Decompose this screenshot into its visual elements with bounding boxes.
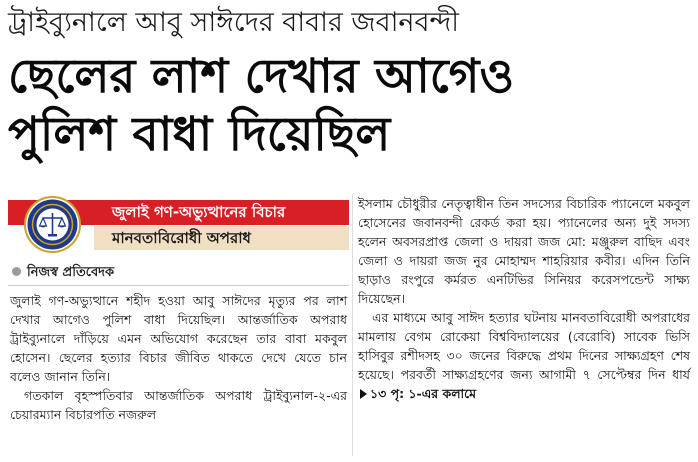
paragraph: ইসলাম চৌধুরীর নেতৃত্বাধীন তিন সদস্যের বিচারিক প্যানেলে মকবুল হোসেনের জবানবন্দী রেকর্ড করা হয়। প্যানেলের অন্য দুই সদস্য হলেন অবসরপ্রাপ্ত জেলা ও দায়রা জজ মো: মঞ্জুরুল বাছিদ এবং জেলা ও দায়রা জজ নুর মোহাম্মদ শাহরিয়ার কবীর। এদিন তিনি ছাড়াও রংপুরে কর্মরত এনটিভির সিনিয়র করেসপন্ডেন্ট সাক্ষ্য দিয়েছেন। (358, 196, 690, 306)
paragraph: গতকাল বৃহস্পতিবার আন্তর্জাতিক অপরাধ ট্রাইব্যুনাল-২-এর চেয়ারম্যান বিচারপতি নজরুল (10, 388, 347, 422)
banner-top-label: জুলাই গণ-অভ্যুত্থানের বিচার (112, 203, 286, 221)
article-column-right (358, 194, 690, 403)
column-divider (352, 194, 353, 456)
byline-divider (8, 285, 349, 286)
paragraph-text: এর মাধ্যমে আবু সাঈদ হত্যার ঘটনায় মানবতাবিরোধী অপরাধের মামলায় বেগম রোকেয়া বিশ্ববিদ্যালয়ের (বেরোবি) সাবেক ভিসি হাসিবুর রশীদসহ ৩০ জনের বিরুদ্ধে প্রথম দিনের সাক্ষ্যগ্রহণ শেষ হয়েছে। পরবর্তী সাক্ষ্যগ্রহণের জন্য আগামী ৭ সেপ্টেম্বর দিন ধার্য (358, 310, 690, 382)
section-banner (8, 196, 349, 253)
headline-line-2: পুলিশ বাধা দিয়েছিল (8, 107, 391, 162)
article-column-left (10, 291, 347, 424)
byline (12, 264, 114, 282)
headline-line-1: ছেলের লাশ দেখার আগেও (8, 49, 515, 104)
continuation-text: ১৩ পৃ: ১-এর কলামে (370, 386, 477, 401)
tribunal-seal-icon (24, 196, 81, 253)
main-headline (8, 48, 692, 164)
banner-bottom-label: মানবতাবিরোধী অপরাধ (112, 229, 251, 247)
arrow-right-icon (360, 389, 367, 399)
kicker-headline: ট্রাইব্যুনালে আবু সাঈদের বাবার জবানবন্দী (8, 7, 459, 38)
byline-text: নিজস্ব প্রতিবেদক (27, 265, 115, 280)
paragraph (358, 308, 690, 403)
paragraph: জুলাই গণ-অভ্যুত্থানে শহীদ হওয়া আবু সাঈদের মৃত্যুর পর লাশ দেখার আগেও পুলিশ বাধা দিয়েছিল। আন্তর্জাতিক অপরাধ ট্রাইব্যুনালে দাঁড়িয়ে এমন অভিযোগ করেছেন তার বাবা মকবুল হোসেন। ছেলের হত্যার বিচার জীবিত থাকতে দেখে যেতে চান বলেও জানান তিনি। (10, 293, 347, 384)
bullet-icon (12, 267, 21, 276)
continuation-link[interactable] (358, 386, 476, 401)
